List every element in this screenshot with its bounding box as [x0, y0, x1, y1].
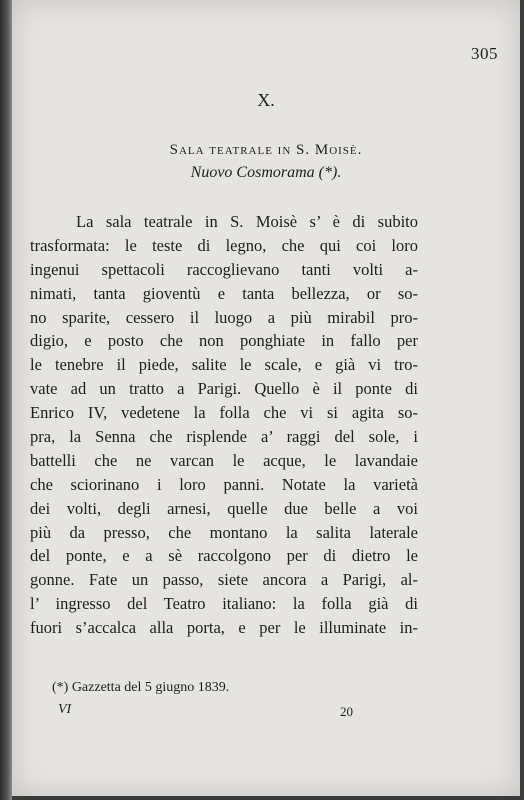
text-line: l’ ingresso del Teatro italiano: la folla già di	[30, 594, 418, 614]
book-spine-edge	[0, 0, 12, 800]
page-number: 305	[471, 44, 498, 63]
text-line: digio, e posto che non ponghiate in fallo per	[30, 331, 418, 351]
text-line: nimati, tanta gioventù e tanta bellezza, or so-	[30, 283, 418, 303]
text-line: le tenebre il piede, salite le scale, e già vi tro-	[30, 355, 418, 375]
signature-number: 20	[340, 704, 353, 719]
text-line: vate ad un tratto a Parigi. Quello è il ponte di	[30, 379, 418, 399]
body-paragraph	[30, 210, 418, 640]
text-line: Enrico IV, vedetene la folla che vi si agita so-	[30, 403, 418, 423]
text-line: no sparite, cessero il luogo a più mirabil pro-	[30, 307, 418, 327]
book-page	[12, 0, 520, 796]
chapter-number: X.	[257, 90, 275, 110]
signature-mark: VI	[58, 702, 72, 717]
text-line: ingenui spettacoli raccoglievano tanti volti a-	[30, 259, 418, 279]
text-line: trasformata: le teste di legno, che qui coi loro	[30, 235, 418, 255]
section-heading: Sala teatrale in S. Moisè.	[169, 142, 363, 158]
footnote: (*) Gazzetta del 5 giugno 1839.	[52, 680, 230, 695]
text-line: del ponte, e a sè raccolgono per di dietro le	[30, 546, 418, 566]
section-subheading: Nuovo Cosmorama (*).	[190, 164, 342, 181]
text-line: pra, la Senna che risplende a’ raggi del sole, i	[30, 427, 418, 447]
text-line: La sala teatrale in S. Moisè s’ è di subito	[76, 212, 418, 231]
text-line: più da presso, che montano la salita laterale	[30, 522, 418, 542]
text-line: fuori s’accalca alla porta, e per le illuminate in-	[30, 618, 418, 638]
text-line: dei volti, degli arnesi, quelle due belle a voi	[30, 498, 418, 518]
text-line: che sciorinano i loro panni. Notate la varietà	[30, 474, 418, 494]
text-line: battelli che ne varcan le acque, le lavandaie	[30, 450, 418, 470]
text-line: gonne. Fate un passo, siete ancora a Parigi, al-	[30, 570, 418, 590]
